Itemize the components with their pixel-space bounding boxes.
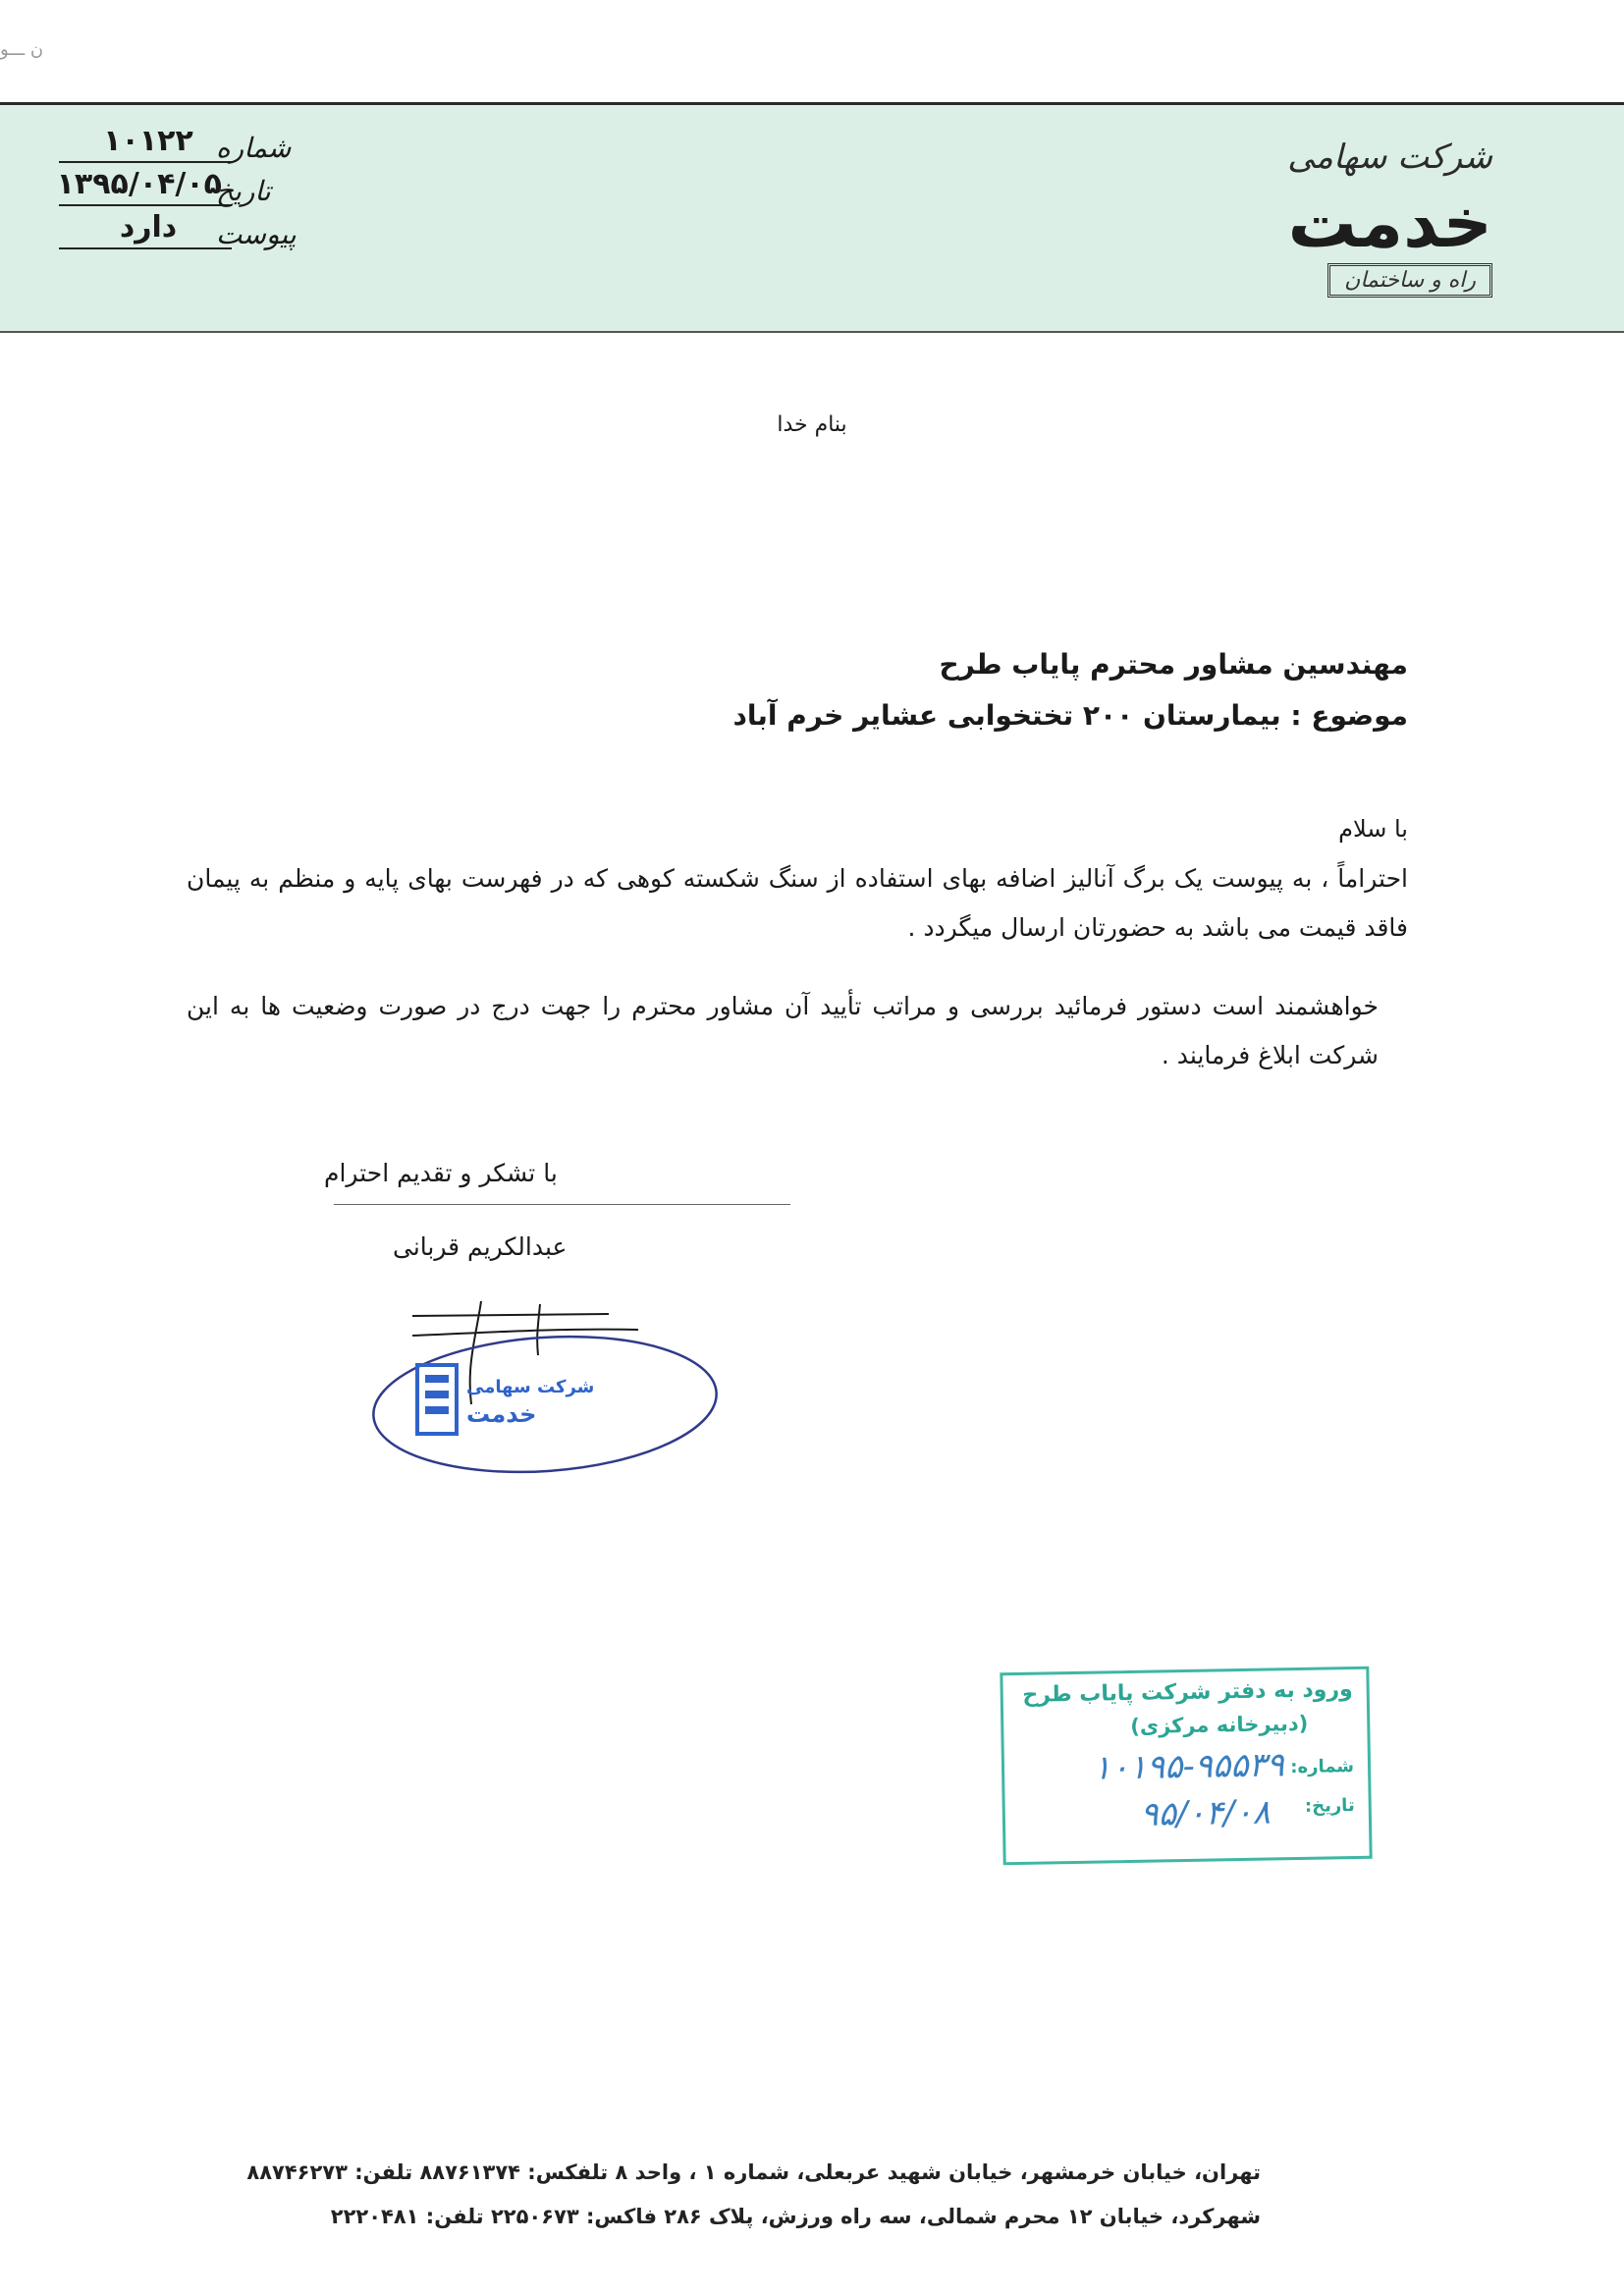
corner-mark: ن ـــو [0,39,44,60]
logo-top-text: شرکت سهامی [1287,137,1492,177]
company-seal-icon [417,1365,594,1434]
company-logo [1286,137,1492,304]
meta-date-label: تاریخ [216,175,271,207]
seal-text-main: خدمت [466,1400,537,1428]
stamp-date-value: ۹۵/۰۴/۰۸ [1140,1792,1272,1834]
recipient: مهندسین مشاور محترم پایاب طرح [939,648,1408,681]
meta-number-line [59,161,232,163]
signer-name: عبدالکریم قربانی [393,1232,568,1261]
body-paragraph-1: احتراماً ، به پیوست یک برگ آنالیز اضافه بهای استفاده از سنگ شکسته کوهی که در فهرست بهای پایه و منظم به پیمان فاقد قیمت می باشد به حضورتان ارسال میگردد . [187,864,1408,942]
meta-date-row [56,167,285,210]
stamp-date-label: تاریخ: [1304,1795,1355,1817]
logo-sub-text: راه و ساختمان [1327,263,1492,298]
seal-text-top: شرکت سهامی [466,1377,595,1397]
stamp-title: ورود به دفتر شرکت پایاب طرح [1022,1677,1353,1708]
signature-and-seal [353,1296,727,1493]
logo-main-text: خدمت [1287,183,1492,263]
meta-attachment-line [59,247,232,249]
subject-line: موضوع : بیمارستان ۲۰۰ تختخوابی عشایر خرم آباد [732,699,1408,732]
meta-date-value: ۱۳۹۵/۰۴/۰۵ [56,167,222,201]
closing-underline [334,1204,790,1205]
meta-number-label: شماره [216,132,292,164]
meta-attachment-row [59,210,297,253]
signature-loop [369,1326,722,1483]
footer-address-tehran: تهران، خیابان خرمشهر، خیابان شهید عربعلی، شماره ۱ ، واحد ۸ تلفکس: ۸۸۷۶۱۳۷۴ تلفن: ۸۸۷۴۶۲۷۳ [246,2160,1261,2184]
basmala: بنام خدا [777,412,847,437]
body-paragraph-2: خواهشمند است دستور فرمائید بررسی و مراتب تأیید آن مشاور محترم را جهت درج در صورت وضعیت ها به این شرکت ابلاغ فرمایند . [187,992,1379,1069]
letter-meta [56,124,297,253]
closing-text: با تشکر و تقدیم احترام [324,1159,558,1187]
stamp-subtitle: (دبیرخانه مرکزی) [1130,1711,1309,1738]
stamp-number-label: شماره: [1290,1756,1355,1778]
meta-number-value: ۱۰۱۲۲ [103,124,193,158]
meta-attachment-value: دارد [119,210,178,245]
meta-number-row [59,124,292,167]
receipt-stamp [1000,1667,1372,1866]
greeting: با سلام [1338,815,1408,843]
meta-attachment-label: پیوست [216,218,297,250]
stamp-number-value: ۱۰۱۹۵-۹۵۵۳۹ [1092,1745,1285,1788]
meta-date-line [59,204,232,206]
footer-address-shahrekord: شهرکرد، خیابان ۱۲ محرم شمالی، سه راه ورزش، پلاک ۲۸۶ فاکس: ۲۲۵۰۶۷۳ تلفن: ۲۲۲۰۴۸۱ [330,2205,1261,2228]
